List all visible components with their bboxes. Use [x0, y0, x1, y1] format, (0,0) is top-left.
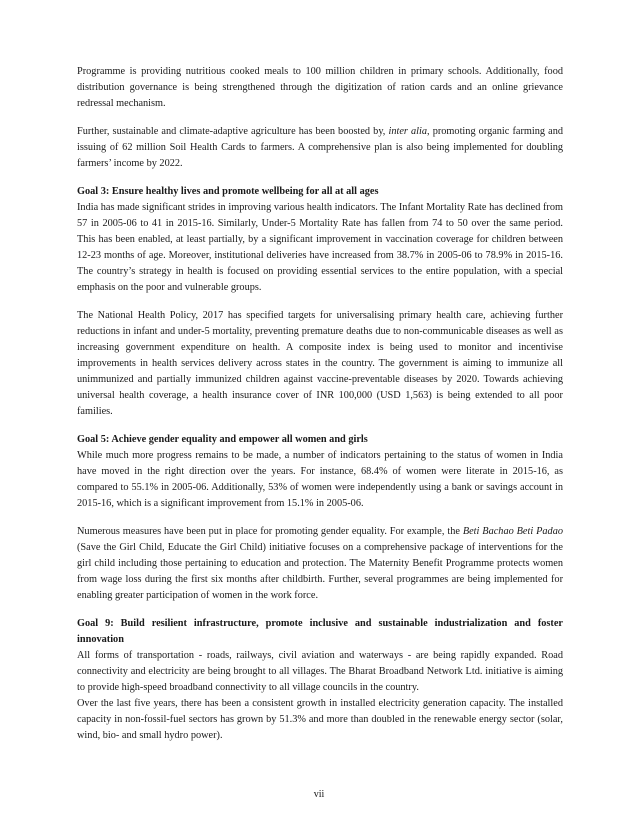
paragraph-agriculture-text-a: Further, sustainable and climate-adaptive agriculture has been boosted by, [77, 126, 389, 137]
paragraph-agriculture [77, 124, 563, 172]
paragraph-health-policy: The National Health Policy, 2017 has specified targets for universalising primary health care, achieving further reductions in infant and under-5 mortality, preventing premature deaths due to non-communicable diseases as well as increasing government expenditure on health. A composite index is being used to monitor and incentivise improvements in health services delivery across states in the country. The government is aiming to immunize all unimmunized and partially immunized children against vaccine-preventable diseases by 2020. Towards achieving universal health coverage, a health insurance cover of INR 100,000 (USD 1,563) is being extended to all poor families. [77, 310, 563, 417]
paragraph-women-indicators: While much more progress remains to be made, a number of indicators pertaining to the status of women in India have moved in the right direction over the years. For instance, 68.4% of women were literate in 2015-16, as compared to 55.1% in 2005-06. Additionally, 53% of women were independently using a bank or savings account in 2015-16, which is a significant improvement from 15.1% in 2005-06. [77, 450, 563, 509]
paragraph-gender-text-b: (Save the Girl Child, Educate the Girl Child) initiative focuses on a comprehensive package of interventions for the girl child including those pertaining to education and protection. The Maternity Benefit Programme protects women from wage loss during the first six months after childbirth. Further, several programmes are being implemented for enabling greater participation of women in the work force. [77, 542, 563, 601]
paragraph-health-indicators: India has made significant strides in improving various health indicators. The Infant Mortality Rate has declined from 57 in 2005-06 to 41 in 2015-16. Similarly, Under-5 Mortality Rate has fallen from 74 to 50 over the same period. This has been enabled, at least partially, by a significant improvement in vaccination coverage for children between 12-23 months of age. Moreover, institutional deliveries have increased from 38.7% in 2005-06 to 78.9% in 2015-16. The country’s strategy in health is focused on providing essential services to the entire population, with a special emphasis on the poor and vulnerable groups. [77, 202, 563, 293]
page-number: vii [313, 789, 325, 800]
paragraph-nutrition: Programme is providing nutritious cooked meals to 100 million children in primary schools. Additionally, food distribution governance is being strengthened through the digitization of ration cards and an online grievance redressal mechanism. [77, 66, 563, 109]
paragraph-electricity: Over the last five years, there has been a consistent growth in installed electricity generation capacity. The installed capacity in non-fossil-fuel sectors has grown by 51.3% and more than doubled in the renewable energy sector (solar, wind, bio- and small hydro power). [77, 698, 563, 741]
paragraph-gender-italic: Beti Bachao Beti Padao [462, 526, 563, 537]
goal-9-heading: Goal 9: Build resilient infrastructure, promote inclusive and sustainable industrialization and foster innovation [77, 618, 563, 645]
paragraph-gender-text-a: Numerous measures have been put in place for promoting gender equality. For example, the [77, 526, 463, 537]
goal-3-heading: Goal 3: Ensure healthy lives and promote wellbeing for all at all ages [77, 186, 379, 197]
paragraph-transportation: All forms of transportation - roads, railways, civil aviation and waterways - are being rapidly expanded. Road connectivity and electricity are being brought to all villages. The Bharat Broadband Network Ltd. initiative is aiming to provide high-speed broadband connectivity to all village councils in the country. [77, 650, 563, 693]
document-page [77, 64, 563, 744]
paragraph-agriculture-italic: inter alia [388, 126, 428, 137]
goal-5-heading: Goal 5: Achieve gender equality and empower all women and girls [77, 434, 368, 445]
paragraph-gender-measures [77, 524, 563, 604]
paragraph-agriculture-text-b: , promoting organic farming and issuing of 62 million Soil Health Cards to farmers. A comprehensive plan is also being implemented for doubling farmers’ income by 2022. [77, 126, 563, 169]
